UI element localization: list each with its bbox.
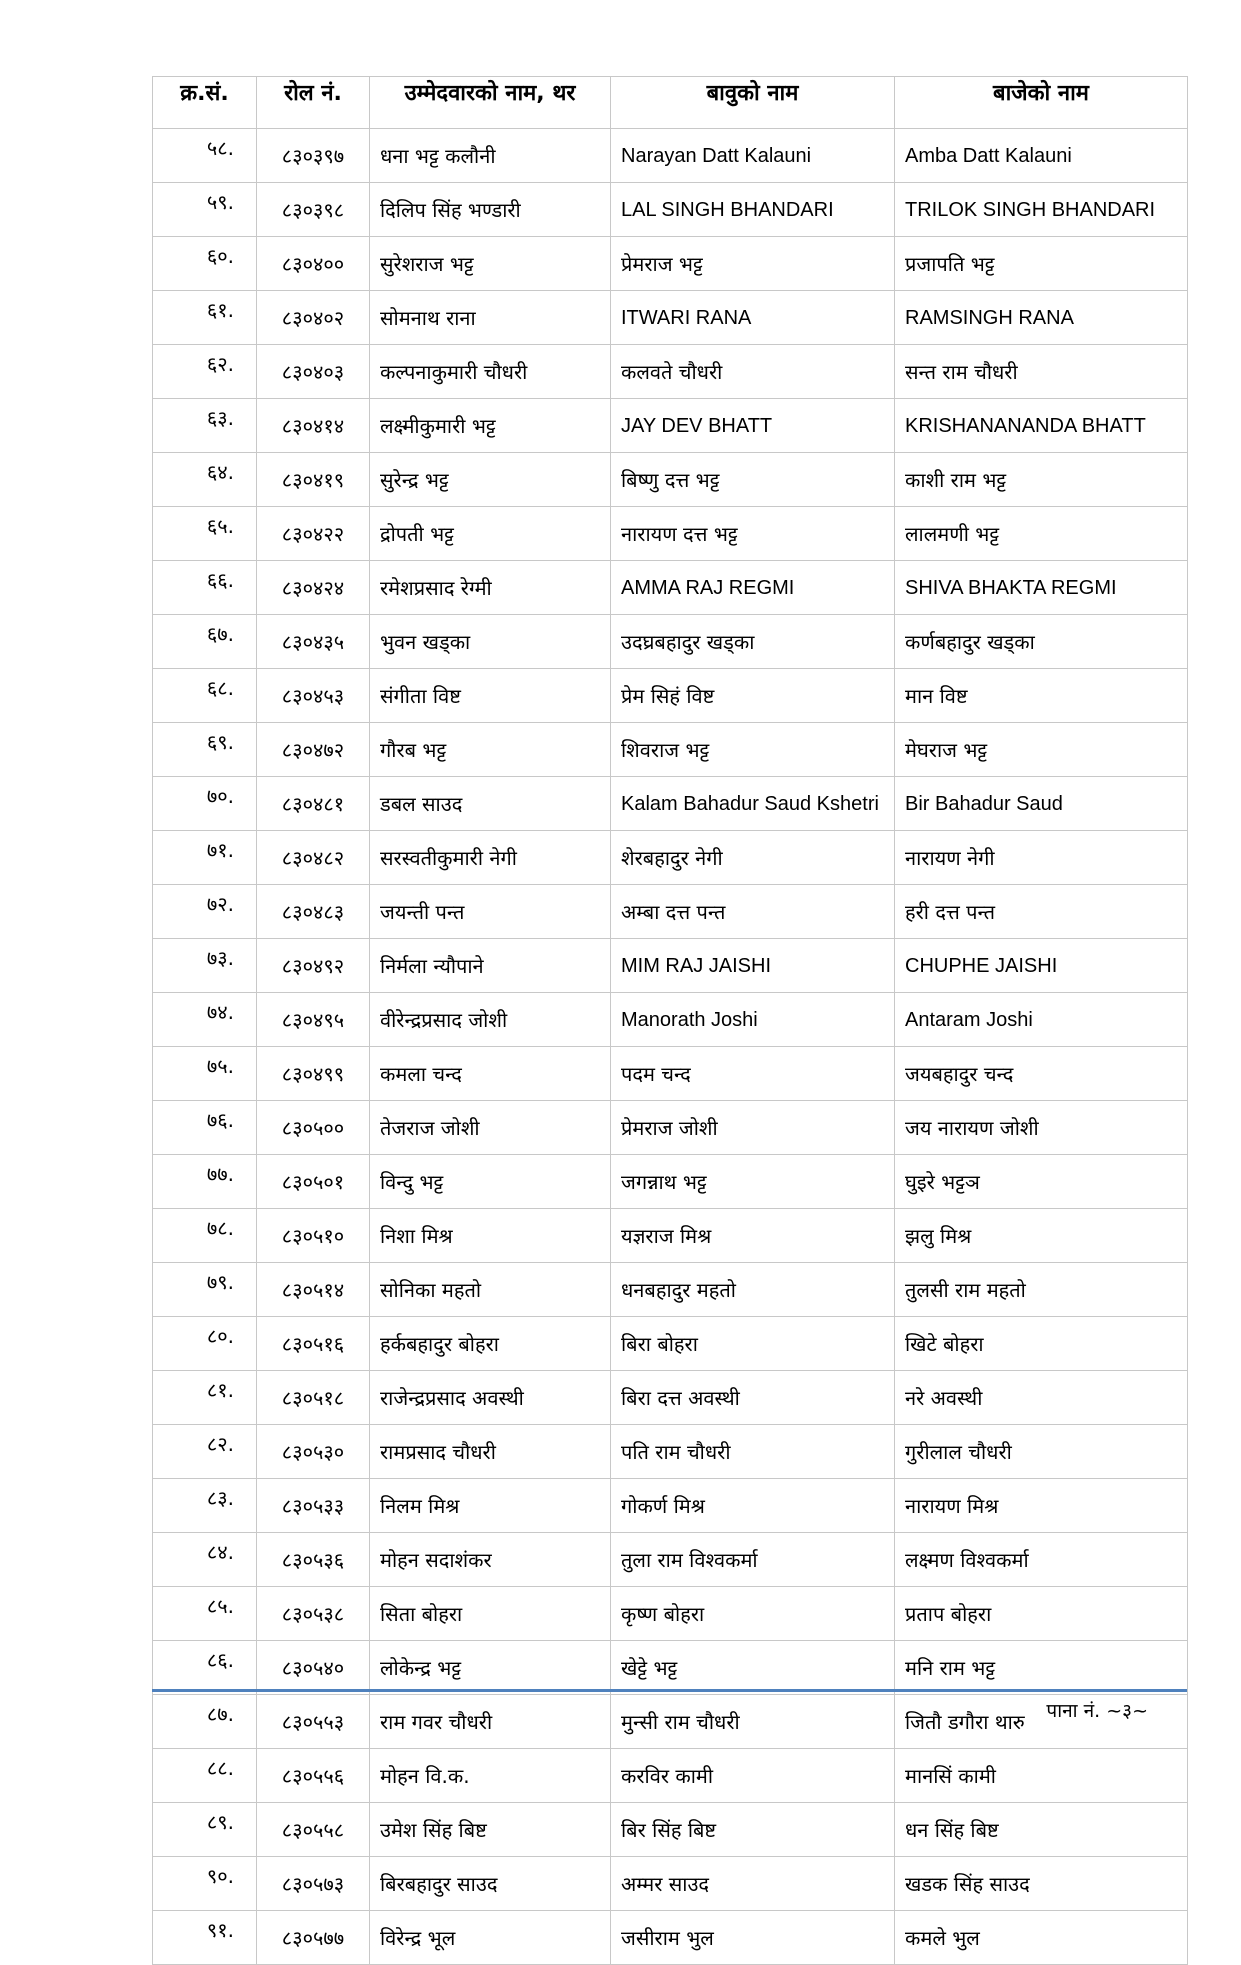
candidate-name-cell: सुरेशराज भट्ट (370, 237, 611, 291)
serial-number-cell: ६४. (153, 453, 257, 507)
father-name-cell: बिरा बोहरा (611, 1317, 895, 1371)
father-name-cell: नारायण दत्त भट्ट (611, 507, 895, 561)
candidate-name-cell: दिलिप सिंह भण्डारी (370, 183, 611, 237)
candidate-name-cell: सुरेन्द्र भट्ट (370, 453, 611, 507)
roll-number-cell: ८३०४२४ (257, 561, 370, 615)
father-name-cell: बिष्णु दत्त भट्ट (611, 453, 895, 507)
serial-number-cell: ५८. (153, 129, 257, 183)
grandfather-name-cell: तुलसी राम महतो (895, 1263, 1188, 1317)
grandfather-name-cell: धन सिंह बिष्ट (895, 1803, 1188, 1857)
header-candidate-name: उम्मेदवारको नाम, थर (370, 77, 611, 129)
grandfather-name-cell: कमले भुल (895, 1911, 1188, 1965)
grandfather-name-cell: नारायण मिश्र (895, 1479, 1188, 1533)
father-name-cell: उदघ्रबहादुर खड्का (611, 615, 895, 669)
father-name-cell: प्रेम सिहं विष्ट (611, 669, 895, 723)
grandfather-name-cell: घुइरे भट्टञ (895, 1155, 1188, 1209)
roll-number-cell: ८३०५३० (257, 1425, 370, 1479)
table-row (153, 1911, 1188, 1965)
header-row (153, 77, 1188, 129)
table-row (153, 1209, 1188, 1263)
roll-number-cell: ८३०४९९ (257, 1047, 370, 1101)
candidate-name-cell: वीरेन्द्रप्रसाद जोशी (370, 993, 611, 1047)
table-row (153, 669, 1188, 723)
father-name-cell: गोकर्ण मिश्र (611, 1479, 895, 1533)
father-name-cell: प्रेमराज भट्ट (611, 237, 895, 291)
roll-number-cell: ८३०५५३ (257, 1695, 370, 1749)
father-name-cell: JAY DEV BHATT (611, 399, 895, 453)
father-name-cell: बिरा दत्त अवस्थी (611, 1371, 895, 1425)
table-row (153, 1533, 1188, 1587)
table-row (153, 1101, 1188, 1155)
table-row (153, 1749, 1188, 1803)
grandfather-name-cell: मानसिं कामी (895, 1749, 1188, 1803)
father-name-cell: ITWARI RANA (611, 291, 895, 345)
roll-number-cell: ८३०५१६ (257, 1317, 370, 1371)
father-name-cell: खेट्टे भट्ट (611, 1641, 895, 1695)
candidate-name-cell: सोमनाथ राना (370, 291, 611, 345)
serial-number-cell: ६३. (153, 399, 257, 453)
table-row (153, 1479, 1188, 1533)
grandfather-name-cell: काशी राम भट्ट (895, 453, 1188, 507)
table-row (153, 1641, 1188, 1695)
roll-number-cell: ८३०३९७ (257, 129, 370, 183)
roll-number-cell: ८३०४८३ (257, 885, 370, 939)
table-row (153, 1857, 1188, 1911)
table-row (153, 399, 1188, 453)
table-row (153, 345, 1188, 399)
roll-number-cell: ८३०४८१ (257, 777, 370, 831)
roll-number-cell: ८३०४७२ (257, 723, 370, 777)
candidate-name-cell: विरेन्द्र भूल (370, 1911, 611, 1965)
table-row (153, 831, 1188, 885)
candidate-name-cell: हर्कबहादुर बोहरा (370, 1317, 611, 1371)
roll-number-cell: ८३०४३५ (257, 615, 370, 669)
table-row (153, 1317, 1188, 1371)
grandfather-name-cell: KRISHANANANDA BHATT (895, 399, 1188, 453)
roll-number-cell: ८३०५३३ (257, 1479, 370, 1533)
roll-number-cell: ८३०५७३ (257, 1857, 370, 1911)
table-row (153, 1155, 1188, 1209)
candidate-name-cell: रामप्रसाद चौधरी (370, 1425, 611, 1479)
grandfather-name-cell: झलु मिश्र (895, 1209, 1188, 1263)
grandfather-name-cell: खडक सिंह साउद (895, 1857, 1188, 1911)
serial-number-cell: ८३. (153, 1479, 257, 1533)
page-number: पाना नं. ~३~ (1046, 1700, 1148, 1722)
candidate-name-cell: निलम मिश्र (370, 1479, 611, 1533)
candidate-name-cell: लोकेन्द्र भट्ट (370, 1641, 611, 1695)
roll-number-cell: ८३०५५८ (257, 1803, 370, 1857)
grandfather-name-cell: Amba Datt Kalauni (895, 129, 1188, 183)
serial-number-cell: ८२. (153, 1425, 257, 1479)
father-name-cell: कृष्ण बोहरा (611, 1587, 895, 1641)
grandfather-name-cell: जयबहादुर चन्द (895, 1047, 1188, 1101)
candidate-name-cell: जयन्ती पन्त (370, 885, 611, 939)
grandfather-name-cell: CHUPHE JAISHI (895, 939, 1188, 993)
table-row (153, 1047, 1188, 1101)
table-row (153, 723, 1188, 777)
roll-number-cell: ८३०५७७ (257, 1911, 370, 1965)
serial-number-cell: ८०. (153, 1317, 257, 1371)
father-name-cell: जसीराम भुल (611, 1911, 895, 1965)
father-name-cell: अम्मर साउद (611, 1857, 895, 1911)
table-row (153, 129, 1188, 183)
table-row (153, 291, 1188, 345)
father-name-cell: करविर कामी (611, 1749, 895, 1803)
serial-number-cell: ७९. (153, 1263, 257, 1317)
candidate-name-cell: विन्दु भट्ट (370, 1155, 611, 1209)
father-name-cell: LAL SINGH BHANDARI (611, 183, 895, 237)
footer-divider (152, 1689, 1187, 1692)
header-roll-number: रोल नं. (257, 77, 370, 129)
grandfather-name-cell: नारायण नेगी (895, 831, 1188, 885)
serial-number-cell: ६७. (153, 615, 257, 669)
roll-number-cell: ८३०४०० (257, 237, 370, 291)
grandfather-name-cell: Antaram Joshi (895, 993, 1188, 1047)
candidate-list-sheet (152, 76, 1187, 1965)
grandfather-name-cell: हरी दत्त पन्त (895, 885, 1188, 939)
roll-number-cell: ८३०४५३ (257, 669, 370, 723)
grandfather-name-cell: मनि राम भट्ट (895, 1641, 1188, 1695)
father-name-cell: MIM RAJ JAISHI (611, 939, 895, 993)
serial-number-cell: ७२. (153, 885, 257, 939)
table-row (153, 561, 1188, 615)
serial-number-cell: ६६. (153, 561, 257, 615)
father-name-cell: शिवराज भट्ट (611, 723, 895, 777)
grandfather-name-cell: लालमणी भट्ट (895, 507, 1188, 561)
roll-number-cell: ८३०५५६ (257, 1749, 370, 1803)
serial-number-cell: ५९. (153, 183, 257, 237)
candidate-name-cell: मोहन वि.क. (370, 1749, 611, 1803)
roll-number-cell: ८३०४०२ (257, 291, 370, 345)
candidate-name-cell: उमेश सिंह बिष्ट (370, 1803, 611, 1857)
table-row (153, 1587, 1188, 1641)
candidate-name-cell: निर्मला न्यौपाने (370, 939, 611, 993)
serial-number-cell: ६५. (153, 507, 257, 561)
roll-number-cell: ८३०५३६ (257, 1533, 370, 1587)
grandfather-name-cell: Bir Bahadur Saud (895, 777, 1188, 831)
candidate-name-cell: राम गवर चौधरी (370, 1695, 611, 1749)
serial-number-cell: ७४. (153, 993, 257, 1047)
grandfather-name-cell: खिटे बोहरा (895, 1317, 1188, 1371)
table-row (153, 1263, 1188, 1317)
header-serial-number: क्र.सं. (153, 77, 257, 129)
candidate-name-cell: तेजराज जोशी (370, 1101, 611, 1155)
candidate-name-cell: मोहन सदाशंकर (370, 1533, 611, 1587)
serial-number-cell: ६०. (153, 237, 257, 291)
roll-number-cell: ८३०५१८ (257, 1371, 370, 1425)
roll-number-cell: ८३०५१४ (257, 1263, 370, 1317)
roll-number-cell: ८३०४९५ (257, 993, 370, 1047)
serial-number-cell: ६१. (153, 291, 257, 345)
serial-number-cell: ८९. (153, 1803, 257, 1857)
roll-number-cell: ८३०४९२ (257, 939, 370, 993)
father-name-cell: पदम चन्द (611, 1047, 895, 1101)
table-row (153, 237, 1188, 291)
table-row (153, 615, 1188, 669)
serial-number-cell: ७७. (153, 1155, 257, 1209)
table-row (153, 1371, 1188, 1425)
father-name-cell: पति राम चौधरी (611, 1425, 895, 1479)
father-name-cell: Kalam Bahadur Saud Kshetri (611, 777, 895, 831)
candidate-name-cell: संगीता विष्ट (370, 669, 611, 723)
table-row (153, 885, 1188, 939)
candidate-table (152, 76, 1188, 1965)
father-name-cell: शेरबहादुर नेगी (611, 831, 895, 885)
table-row (153, 1803, 1188, 1857)
roll-number-cell: ८३०५१० (257, 1209, 370, 1263)
serial-number-cell: ८५. (153, 1587, 257, 1641)
candidate-name-cell: गौरब भट्ट (370, 723, 611, 777)
table-row (153, 507, 1188, 561)
table-row (153, 993, 1188, 1047)
father-name-cell: Narayan Datt Kalauni (611, 129, 895, 183)
serial-number-cell: ८४. (153, 1533, 257, 1587)
serial-number-cell: ७८. (153, 1209, 257, 1263)
serial-number-cell: ७५. (153, 1047, 257, 1101)
father-name-cell: Manorath Joshi (611, 993, 895, 1047)
roll-number-cell: ८३०४१९ (257, 453, 370, 507)
roll-number-cell: ८३०५३८ (257, 1587, 370, 1641)
candidate-name-cell: राजेन्द्रप्रसाद अवस्थी (370, 1371, 611, 1425)
grandfather-name-cell: नरे अवस्थी (895, 1371, 1188, 1425)
grandfather-name-cell: प्रताप बोहरा (895, 1587, 1188, 1641)
serial-number-cell: ८१. (153, 1371, 257, 1425)
serial-number-cell: ७०. (153, 777, 257, 831)
candidate-name-cell: डबल साउद (370, 777, 611, 831)
father-name-cell: धनबहादुर महतो (611, 1263, 895, 1317)
roll-number-cell: ८३०५०० (257, 1101, 370, 1155)
candidate-name-cell: रमेशप्रसाद रेग्मी (370, 561, 611, 615)
father-name-cell: जगन्नाथ भट्ट (611, 1155, 895, 1209)
roll-number-cell: ८३०५०१ (257, 1155, 370, 1209)
roll-number-cell: ८३०४०३ (257, 345, 370, 399)
father-name-cell: मुन्सी राम चौधरी (611, 1695, 895, 1749)
table-row (153, 183, 1188, 237)
table-row (153, 777, 1188, 831)
grandfather-name-cell: SHIVA BHAKTA REGMI (895, 561, 1188, 615)
table-row (153, 939, 1188, 993)
table-row (153, 1425, 1188, 1479)
serial-number-cell: ९०. (153, 1857, 257, 1911)
serial-number-cell: ८८. (153, 1749, 257, 1803)
table-row (153, 453, 1188, 507)
grandfather-name-cell: मेघराज भट्ट (895, 723, 1188, 777)
grandfather-name-cell: RAMSINGH RANA (895, 291, 1188, 345)
candidate-name-cell: कल्पनाकुमारी चौधरी (370, 345, 611, 399)
candidate-name-cell: द्रोपती भट्ट (370, 507, 611, 561)
serial-number-cell: ६२. (153, 345, 257, 399)
header-grandfather-name: बाजेको नाम (895, 77, 1188, 129)
grandfather-name-cell: जितौ डगौरा थारु (895, 1695, 1188, 1749)
serial-number-cell: ६९. (153, 723, 257, 777)
roll-number-cell: ८३०४८२ (257, 831, 370, 885)
roll-number-cell: ८३०५४० (257, 1641, 370, 1695)
serial-number-cell: ८६. (153, 1641, 257, 1695)
roll-number-cell: ८३०३९८ (257, 183, 370, 237)
candidate-name-cell: धना भट्ट कलौनी (370, 129, 611, 183)
serial-number-cell: ८७. (153, 1695, 257, 1749)
candidate-name-cell: भुवन खड्का (370, 615, 611, 669)
grandfather-name-cell: लक्ष्मण विश्वकर्मा (895, 1533, 1188, 1587)
serial-number-cell: ९१. (153, 1911, 257, 1965)
father-name-cell: बिर सिंह बिष्ट (611, 1803, 895, 1857)
father-name-cell: तुला राम विश्वकर्मा (611, 1533, 895, 1587)
serial-number-cell: ७६. (153, 1101, 257, 1155)
father-name-cell: अम्बा दत्त पन्त (611, 885, 895, 939)
grandfather-name-cell: सन्त राम चौधरी (895, 345, 1188, 399)
grandfather-name-cell: गुरीलाल चौधरी (895, 1425, 1188, 1479)
table-header (153, 77, 1188, 129)
table-row (153, 1695, 1188, 1749)
candidate-name-cell: सिता बोहरा (370, 1587, 611, 1641)
grandfather-name-cell: जय नारायण जोशी (895, 1101, 1188, 1155)
grandfather-name-cell: TRILOK SINGH BHANDARI (895, 183, 1188, 237)
grandfather-name-cell: प्रजापति भट्ट (895, 237, 1188, 291)
grandfather-name-cell: कर्णबहादुर खड्का (895, 615, 1188, 669)
candidate-name-cell: बिरबहादुर साउद (370, 1857, 611, 1911)
father-name-cell: प्रेमराज जोशी (611, 1101, 895, 1155)
grandfather-name-cell: मान विष्ट (895, 669, 1188, 723)
father-name-cell: यज्ञराज मिश्र (611, 1209, 895, 1263)
father-name-cell: कलवते चौधरी (611, 345, 895, 399)
father-name-cell: AMMA RAJ REGMI (611, 561, 895, 615)
candidate-name-cell: लक्ष्मीकुमारी भट्ट (370, 399, 611, 453)
candidate-name-cell: सरस्वतीकुमारी नेगी (370, 831, 611, 885)
header-father-name: बावुको नाम (611, 77, 895, 129)
roll-number-cell: ८३०४२२ (257, 507, 370, 561)
serial-number-cell: ७३. (153, 939, 257, 993)
candidate-name-cell: कमला चन्द (370, 1047, 611, 1101)
candidate-name-cell: निशा मिश्र (370, 1209, 611, 1263)
roll-number-cell: ८३०४१४ (257, 399, 370, 453)
serial-number-cell: ६८. (153, 669, 257, 723)
candidate-name-cell: सोनिका महतो (370, 1263, 611, 1317)
serial-number-cell: ७१. (153, 831, 257, 885)
